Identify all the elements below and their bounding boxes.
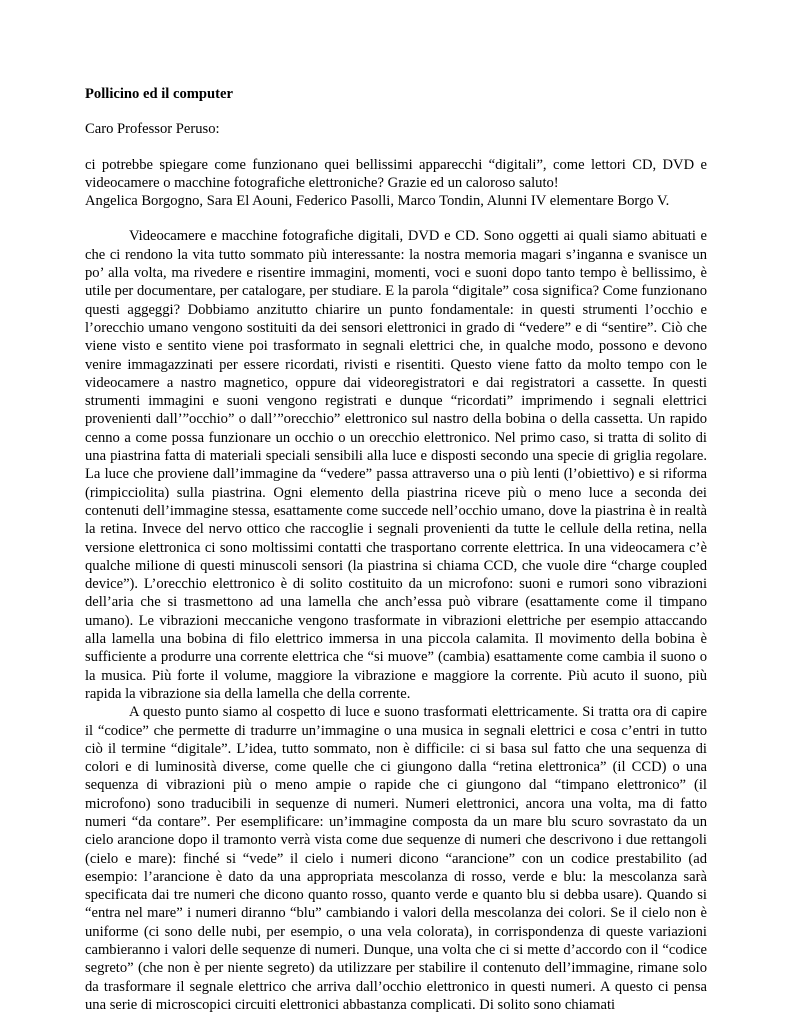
body-paragraph: A questo punto siamo al cospetto di luce e suono trasformati elettricamente. Si tratta ora di capire il “codice” che permette di tradurre un’immagine o una musica in segnali elettrici e cosa c’entri in tutto ciò il termine “digitale”. L’idea, tutto sommato, non è difficile: ci si basa sul fatto che una sequenza di colori e di luminosità diverse, come quelle che ci giungono dalla “retina elettronica” (il CCD) o una sequenza di vibrazioni più o meno ampie o rapide che ci giungono dal “timpano elettronico” (il microfono) sono traducibili in sequenze di numeri. Numeri elettronici, ancora una volta, ma di fatto numeri “da contare”. Per esemplificare: un’immagine composta da un mare blu scuro sovrastato da un cielo arancione dopo il tramonto verrà vista come due sequenze di numeri che descrivono i due rettangoli (cielo e mare): finché si “vede” il cielo i numeri dicono “arancione” con un codice prestabilito (ad esempio: l’arancione è dato da una appropriata mescolanza di rosso, verde e blu: la mescolanza sarà specificata dai tre numeri che dicono quanto rosso, quanto verde e quanto blu si debba usare). Quando si “entra nel mare” i numeri diranno “blu” cambiando i valori della mescolanza dei colori. Se il cielo non è uniforme (ci sono delle nubi, per esempio, o una vela colorata), in corrispondenza di queste variazioni cambieranno i valori delle sequenze di numeri. Dunque, una volta che ci si mette d’accordo con il “codice segreto” (che non è per niente segreto) da utilizzare per stabilire il contenuto dell’immagine, rimane solo da trasformare il segnale elettrico che arriva dall’occhio elettronico in questi numeri. A questo ci pensa una serie di microscopici circuiti elettronici abbastanza complicati. Di solito sono chiamati: [85, 704, 707, 1013]
document-page: [85, 85, 707, 1014]
document-title: Pollicino ed il computer: [85, 86, 233, 102]
letter-greeting: Caro Professor Peruso:: [85, 121, 220, 138]
letter-signature: Angelica Borgogno, Sara El Aouni, Federico Pasolli, Marco Tondin, Alunni IV elementare Borgo V.: [85, 193, 670, 210]
body-paragraph: Videocamere e macchine fotografiche digitali, DVD e CD. Sono oggetti ai quali siamo abituati e che ci rendono la vita tutto sommato più interessante: la nostra memoria magari s’inganna e svanisce un po’ alla volta, ma rivedere e risentire immagini, momenti, voci e suoni dopo tanto tempo è bellissimo, è utile per documentare, per catalogare, per studiare. E la parola “digitale” cosa significa? Come funzionano questi aggeggi? Dobbiamo anzitutto chiarire un punto fondamentale: in questi strumenti l’occhio e l’orecchio umano vengono sostituiti da dei sensori elettronici in grado di “vedere” e di “sentire”. Ciò che viene visto e sentito viene poi trasformato in segnali elettrici che, in qualche modo, possono e devono venire immagazzinati per essere ricordati, rivisti e risentiti. Questo viene fatto da molto tempo con le videocamere a nastro magnetico, oppure dai videoregistratori e dai registratori a cassette. In questi strumenti immagini e suoni vengono registrati e dunque “ricordati” imprimendo i segnali elettrici provenienti dall’”occhio” o dall’”orecchio” elettronico sul nastro della bobina o della cassetta. Un rapido cenno a come possa funzionare un occhio o un orecchio elettronico. Nel primo caso, si tratta di solito di una piastrina fatta di materiali speciali sensibili alla luce e disposti secondo una specie di griglia regolare. La luce che proviene dall’immagine da “vedere” passa attraverso una o più lenti (l’obiettivo) e si riforma (rimpicciolita) sulla piastrina. Ogni elemento della piastrina riceve più o meno luce a seconda dei contenuti dell’immagine stessa, esattamente come succede nell’occhio umano, dove la piastrina è in realtà la retina. Invece del nervo ottico che raccoglie i segnali provenienti da tutte le cellule della retina, nella versione elettronica ci sono moltissimi contatti che trasportano corrente elettrica. In una videocamera c’è qualche milione di questi minuscoli sensori (la piastrina si chiama CCD, che vuole dire “charge coupled device”). L’orecchio elettronico è di solito costituito da un microfono: suoni e rumori sono vibrazioni dell’aria che si trasmettono ad una lamella che anch’essa può vibrare (esattamente come il timpano umano). Le vibrazioni meccaniche vengono trasformate in vibrazioni elettriche per esempio attaccando alla lamella una bobina di filo elettrico immersa in una piccola calamita. Il movimento della bobina è sufficiente a produrre una corrente elettrica che “si muove” (cambia) esattamente come cambia il suono o la musica. Più forte il volume, maggiore la vibrazione e maggiore la corrente. Più acuto il suono, più rapida la vibrazione sia della lamella che della corrente.: [85, 228, 707, 702]
letter-question: ci potrebbe spiegare come funzionano quei bellissimi apparecchi “digitali”, come lettori CD, DVD e videocamere o macchine fotografiche elettroniche? Grazie ed un caloroso saluto!: [85, 156, 707, 191]
